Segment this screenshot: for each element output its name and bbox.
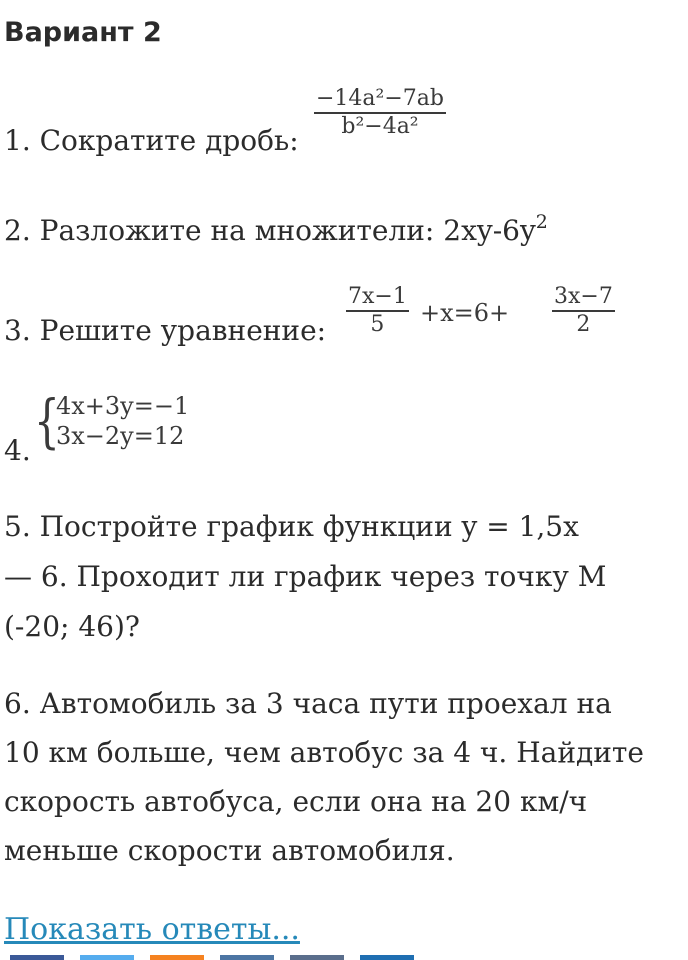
share-other-button[interactable] bbox=[360, 955, 414, 960]
task1-denominator: b²−4a² bbox=[341, 114, 419, 139]
share-twitter-button[interactable] bbox=[80, 955, 134, 960]
task2-line bbox=[4, 211, 548, 248]
show-answers-link[interactable]: Показать ответы... bbox=[4, 912, 300, 947]
task3-frac2-numerator: 3x−7 bbox=[554, 284, 613, 309]
task6-line-3: скорость автобуса, если она на 20 км/ч bbox=[4, 785, 588, 818]
task4-equation-2: 3x−2y=12 bbox=[56, 422, 185, 450]
task3-fraction-1 bbox=[346, 284, 409, 338]
task2-exponent: 2 bbox=[535, 211, 548, 233]
task5-line-3: (-20; 46)? bbox=[4, 610, 140, 643]
share-vk-button[interactable] bbox=[220, 955, 274, 960]
task2-label: 2. Разложите на множители: 2xy-6y bbox=[4, 214, 536, 247]
task3-frac1-denominator: 5 bbox=[370, 312, 385, 337]
task3-fraction-2 bbox=[552, 284, 615, 338]
task3-frac1-numerator: 7x−1 bbox=[348, 284, 407, 309]
task1-numerator: −14a²−7ab bbox=[316, 86, 444, 111]
task4-label: 4. bbox=[4, 434, 31, 467]
task1-fraction bbox=[314, 86, 446, 140]
share-facebook-button[interactable] bbox=[10, 955, 64, 960]
task5-line-1: 5. Постройте график функции y = 1,5x bbox=[4, 510, 579, 543]
task1-label: 1. Сократите дробь: bbox=[4, 124, 299, 157]
task6-line-1: 6. Автомобиль за 3 часа пути проехал на bbox=[4, 687, 612, 720]
task4-equation-1: 4x+3y=−1 bbox=[56, 392, 190, 420]
page-title: Вариант 2 bbox=[4, 17, 162, 48]
task3-frac2-denominator: 2 bbox=[576, 312, 591, 337]
task3-middle: +x=6+ bbox=[420, 299, 510, 327]
share-ok-button[interactable] bbox=[150, 955, 204, 960]
task6-line-4: меньше скорости автомобиля. bbox=[4, 834, 455, 867]
system-brace-icon: { bbox=[34, 387, 60, 455]
task6-line-2: 10 км больше, чем автобус за 4 ч. Найдите bbox=[4, 736, 644, 769]
task3-label: 3. Решите уравнение: bbox=[4, 314, 327, 347]
share-mail-button[interactable] bbox=[290, 955, 344, 960]
task5-line-2: — 6. Проходит ли график через точку M bbox=[4, 560, 607, 593]
